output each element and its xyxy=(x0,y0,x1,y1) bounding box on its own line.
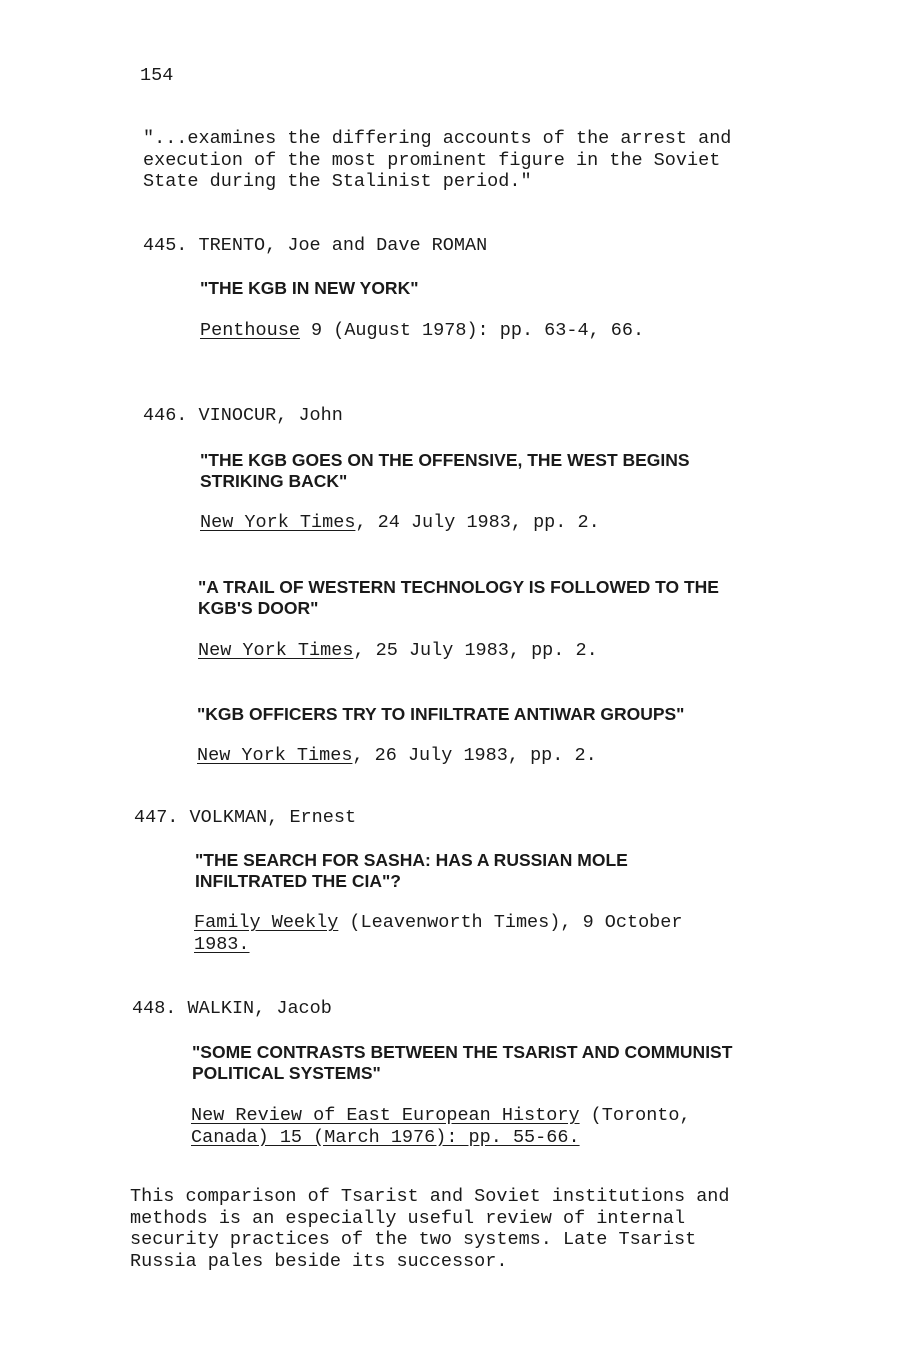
entry-number: 445. xyxy=(143,235,188,256)
entry-source xyxy=(194,912,814,955)
entry-author: WALKIN, Jacob xyxy=(187,998,332,1019)
publication-name: Family Weekly xyxy=(194,912,339,933)
entry-title: "A TRAIL OF WESTERN TECHNOLOGY IS FOLLOWED TO THE KGB'S DOOR" xyxy=(198,577,719,618)
entry-source xyxy=(191,1105,811,1148)
entry-number: 448. xyxy=(132,998,177,1019)
publication-details: , 26 July 1983, pp. 2. xyxy=(352,745,597,766)
publication-name: New York Times xyxy=(197,745,353,766)
publication-name: New York Times xyxy=(198,640,354,661)
entry-445-header xyxy=(143,235,487,257)
closing-note: This comparison of Tsarist and Soviet institutions and methods is an especially useful review of internal security practices of the two systems. Late Tsarist Russia pales beside its successor. xyxy=(130,1186,730,1272)
publication-name: Penthouse xyxy=(200,320,300,341)
entry-author: VOLKMAN, Ernest xyxy=(189,807,357,828)
publication-details: , 24 July 1983, pp. 2. xyxy=(355,512,600,533)
entry-title: "KGB OFFICERS TRY TO INFILTRATE ANTIWAR GROUPS" xyxy=(197,704,685,724)
publication-name: New Review of East European History xyxy=(191,1105,580,1126)
entry-448-header xyxy=(132,998,332,1020)
intro-quote: "...examines the differing accounts of the arrest and execution of the most prominent figure in the Soviet State during the Stalinist period." xyxy=(143,128,732,192)
entry-title: "SOME CONTRASTS BETWEEN THE TSARIST AND COMMUNIST POLITICAL SYSTEMS" xyxy=(192,1042,733,1083)
publication-details: , 25 July 1983, pp. 2. xyxy=(353,640,598,661)
entry-title: "THE SEARCH FOR SASHA: HAS A RUSSIAN MOLE INFILTRATED THE CIA"? xyxy=(195,850,628,891)
publication-name: New York Times xyxy=(200,512,356,533)
entry-number: 447. xyxy=(134,807,179,828)
entry-author: TRENTO, Joe and Dave ROMAN xyxy=(198,235,488,256)
entry-title: "THE KGB GOES ON THE OFFENSIVE, THE WEST BEGINS STRIKING BACK" xyxy=(200,450,690,491)
entry-446-header xyxy=(143,405,343,427)
publication-details: (Toronto, xyxy=(579,1105,691,1126)
entry-title: "THE KGB IN NEW YORK" xyxy=(200,278,419,298)
entry-source xyxy=(197,745,817,767)
publication-details: (Leavenworth Times), 9 October xyxy=(338,912,683,933)
publication-details: 9 (August 1978): pp. 63-4, 66. xyxy=(299,320,645,341)
page-number: 154 xyxy=(140,65,174,86)
entry-source xyxy=(200,320,820,342)
publication-date: 1983. xyxy=(194,933,250,955)
entry-source xyxy=(198,640,818,662)
entry-source xyxy=(200,512,820,534)
entry-number: 446. xyxy=(143,405,188,426)
entry-author: VINOCUR, John xyxy=(198,405,343,426)
publication-details-2: Canada) 15 (March 1976): pp. 55-66. xyxy=(191,1126,580,1148)
entry-447-header xyxy=(134,807,356,829)
